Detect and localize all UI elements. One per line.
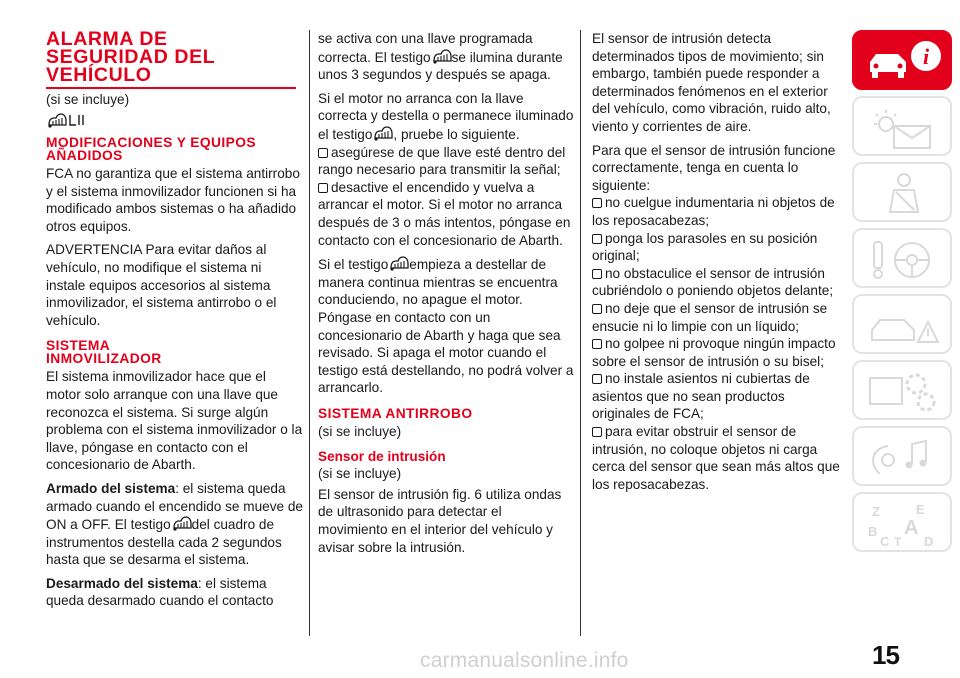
column-middle — [318, 30, 574, 562]
bullet-item: desactive el encendido y vuelva a arrancar el motor. Si el motor no arranca después de 3 o más intentos, póngase en contacto con el concesionario de Abarth. — [318, 179, 571, 248]
svg-text:i: i — [922, 44, 930, 69]
maintenance-gears-icon — [864, 368, 944, 416]
paragraph: El sensor de intrusión fig. 6 utiliza ondas de ultrasonido para detectar el movimiento en el interior del vehículo y avisar sobre la intrusión. — [318, 486, 562, 555]
immobilizer-warning-icon — [372, 125, 393, 142]
index-letter: A — [904, 517, 919, 539]
tab-emergency[interactable] — [852, 294, 952, 354]
tab-car-info[interactable] — [852, 30, 952, 90]
index-letter: E — [916, 502, 925, 517]
title-note: (si se incluye) — [46, 92, 130, 107]
steering-key-icon — [864, 236, 944, 284]
title-underline — [46, 87, 296, 89]
index-letters-icon — [864, 500, 944, 548]
index-letter: C — [880, 534, 890, 548]
tab-maintenance[interactable] — [852, 360, 952, 420]
paragraph: Para que el sensor de intrusión funcione correctamente, tenga en cuenta lo siguiente: — [592, 142, 836, 193]
section-title-inmovilizador: SISTEMA INMOVILIZADOR — [46, 338, 162, 367]
immobilizer-warning-icon — [388, 255, 409, 272]
paragraph: Si el motor no arranca con la llave correcta y destella o permanece iluminado el testigo , pruebe lo siguiente. — [318, 90, 574, 142]
bullet-list — [592, 194, 840, 493]
section-title-antirrobo: SISTEMA ANTIRROBO — [318, 405, 473, 421]
immobilizer-icon — [46, 112, 106, 128]
bullet-icon — [318, 183, 328, 193]
index-letter: D — [924, 534, 934, 548]
bullet-icon — [592, 427, 602, 437]
car-info-icon — [864, 38, 944, 86]
index-letter: Z — [872, 504, 880, 519]
subsection-note: (si se incluye) — [318, 465, 402, 481]
bullet-item: no deje que el sensor de intrusión se ensucie ni lo limpie con un líquido; — [592, 300, 828, 334]
bullet-icon — [592, 339, 602, 349]
section-title-modificaciones: MODIFICACIONES Y EQUIPOS AÑADIDOS — [46, 135, 256, 163]
paragraph-armado: Armado del sistema: el sistema queda armado cuando el encendido se mueve de ON a OFF. El testigo del cuadro de instrumentos destella cada 2 segundos hasta que se desarma el sistema. — [46, 480, 303, 568]
paragraph-desarmado: Desarmado del sistema: el sistema queda desarmado cuando el contacto — [46, 575, 274, 609]
index-letter: T — [894, 535, 902, 548]
armado-label: Armado del sistema — [46, 480, 176, 496]
tab-index[interactable] — [852, 492, 952, 552]
bullet-icon — [592, 198, 602, 208]
bullet-icon — [592, 269, 602, 279]
bullet-icon — [318, 148, 328, 158]
multimedia-icon — [864, 434, 944, 482]
seat-safety-icon — [864, 170, 944, 218]
paragraph: se activa con una llave programada correcta. El testigo se ilumina durante unos 3 segundos y después se apaga. — [318, 31, 563, 83]
paragraph: El sensor de intrusión detecta determinados tipos de movimiento; sin embargo, también puede responder a determinados fenómenos en el exterior del vehículo, como vibración, ruido alto, viento y corrientes de aire. — [592, 31, 831, 134]
desarmado-label: Desarmado del sistema — [46, 575, 198, 591]
chapter-sidebar — [852, 30, 956, 558]
paragraph: El sistema inmovilizador hace que el motor solo arranque con una llave que reconozca el sistema. Si surge algún problema con el sistema inmovilizador o la llave, póngase en contacto con el concesionario de Abarth. — [46, 369, 303, 473]
emergency-icon — [864, 302, 944, 350]
column-left — [46, 30, 304, 616]
bullet-item: ponga los parasoles en su posición original; — [592, 230, 818, 264]
paragraph: Si el testigo empieza a destellar de manera continua mientras se encuentra conduciendo, no apague el motor. Póngase en contacto con un concesionario de Abarth y haga que sea revisado. Si apaga el motor cuando el testigo está destellando, no podrá volver a arrancarlo. — [318, 257, 574, 396]
bullet-item: asegúrese de que llave esté dentro del rango necesario para transmitir la señal; — [318, 144, 566, 178]
immobilizer-warning-icon — [171, 515, 192, 532]
tab-warning-lights[interactable] — [852, 96, 952, 156]
column-divider — [580, 30, 581, 636]
page-number: 15 — [872, 640, 899, 670]
column-divider — [309, 30, 310, 636]
bullet-item: no instale asientos ni cubiertas de asientos que no sean productos originales de FCA; — [592, 371, 810, 422]
paragraph: FCA no garantiza que el sistema antirrobo y el sistema inmovilizador funcionen si ha modificado ambos sistemas o ha añadido otros equipos. — [46, 166, 300, 234]
bullet-item: no cuelgue indumentaria ni objetos de los reposacabezas; — [592, 195, 835, 228]
tab-multimedia[interactable] — [852, 426, 952, 486]
subsection-title-sensor: Sensor de intrusión — [318, 448, 446, 464]
watermark: carmanualsonline.info — [420, 649, 629, 672]
bullet-item: para evitar obstruir el sensor de intrusión, no coloque objetos ni carga cerca del sensor que sean más altos que los reposacabezas. — [592, 424, 840, 492]
page-title: ALARMA DE SEGURIDAD DEL VEHÍCULO — [46, 28, 215, 86]
warning-lights-icon — [864, 104, 944, 152]
bullet-item: no obstaculice el sensor de intrusión cubriéndolo o poniendo objetos delante; — [592, 265, 834, 299]
bullet-icon — [592, 234, 602, 244]
immobilizer-warning-icon — [431, 48, 452, 65]
bullet-item: no golpee ni provoque ningún impacto sobre el sensor de intrusión o su bisel; — [592, 336, 836, 369]
warning-paragraph: ADVERTENCIA Para evitar daños al vehículo, no modifique el sistema ni instale equipos accesorios al sistema inmovilizador, el sistema antirrobo o el vehículo. — [46, 242, 277, 328]
bullet-icon — [592, 304, 602, 314]
column-right — [592, 30, 840, 493]
section-note: (si se incluye) — [318, 423, 402, 439]
bullet-icon — [592, 374, 602, 384]
index-letter: B — [868, 524, 878, 539]
tab-seat-safety[interactable] — [852, 162, 952, 222]
tab-steering-key[interactable] — [852, 228, 952, 288]
